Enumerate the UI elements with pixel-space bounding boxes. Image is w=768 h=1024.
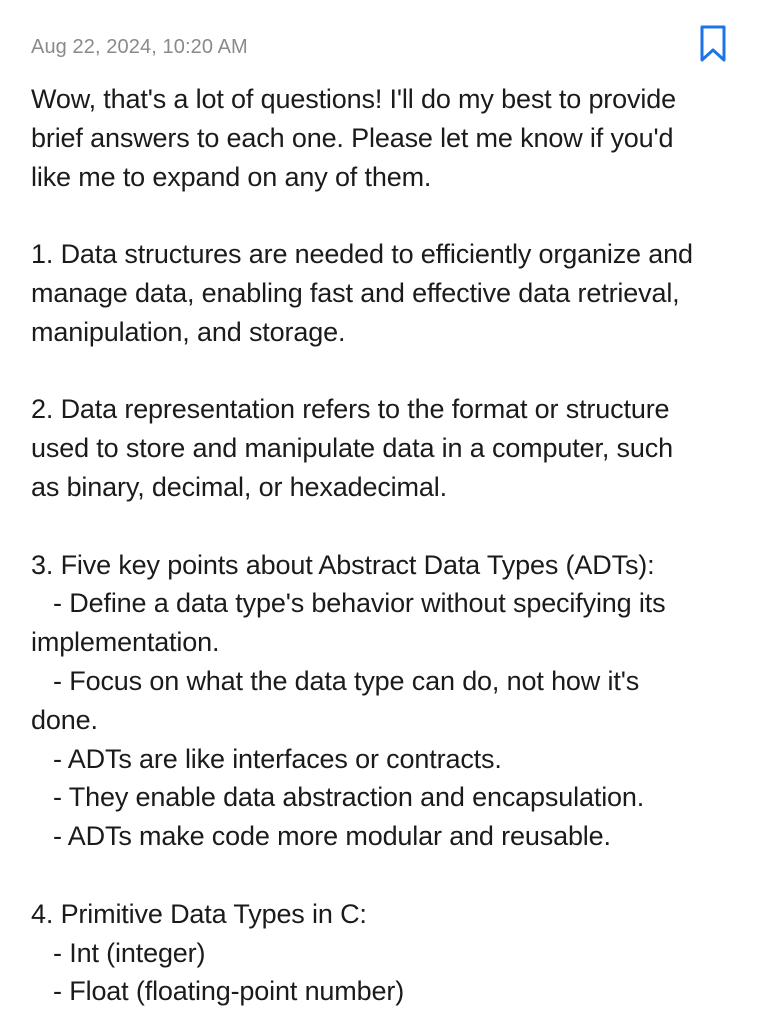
- note-body-line: manage data, enabling fast and effective data retrieval,: [31, 277, 680, 308]
- note-body-line: 3. Five key points about Abstract Data Types (ADTs):: [31, 549, 655, 580]
- note-body-line: 4. Primitive Data Types in C:: [31, 898, 367, 929]
- note-body-line: - Focus on what the data type can do, not how it's: [31, 665, 640, 696]
- note-body-line: manipulation, and storage.: [31, 316, 346, 347]
- note-body-line: done.: [31, 704, 98, 735]
- note-body-line: as binary, decimal, or hexadecimal.: [31, 471, 447, 502]
- note-body-line: Wow, that's a lot of questions! I'll do my best to provide: [31, 84, 676, 114]
- note-body-line: - ADTs make code more modular and reusable.: [31, 821, 611, 852]
- note-timestamp: Aug 22, 2024, 10:20 AM: [31, 36, 248, 58]
- note-body-line: brief answers to each one. Please let me know if you'd: [31, 122, 674, 153]
- note-body-line: - They enable data abstraction and encapsulation.: [31, 782, 645, 813]
- note-body-line: implementation.: [31, 627, 220, 658]
- note-body-line: 2. Data representation refers to the format or structure: [31, 394, 670, 425]
- note-body-line: [31, 352, 738, 391]
- note-header: [31, 0, 738, 80]
- note-body-line: - Int (integer): [31, 937, 206, 968]
- note-body-line: - Define a data type's behavior without specifying its: [31, 588, 666, 619]
- note-body-line: used to store and manipulate data in a computer, such: [31, 433, 673, 464]
- note-body-line: - Float (floating-point number): [31, 976, 405, 1007]
- note-body-line: [31, 507, 738, 546]
- note-body-line: [31, 196, 738, 235]
- note-body-line: - ADTs are like interfaces or contracts.: [31, 743, 502, 774]
- note-body: [31, 80, 738, 1011]
- note-body-line: 1. Data structures are needed to efficiently organize and: [31, 239, 693, 270]
- bookmark-icon[interactable]: [698, 24, 728, 64]
- note-body-line: like me to expand on any of them.: [31, 161, 432, 192]
- note-body-line: [31, 856, 738, 895]
